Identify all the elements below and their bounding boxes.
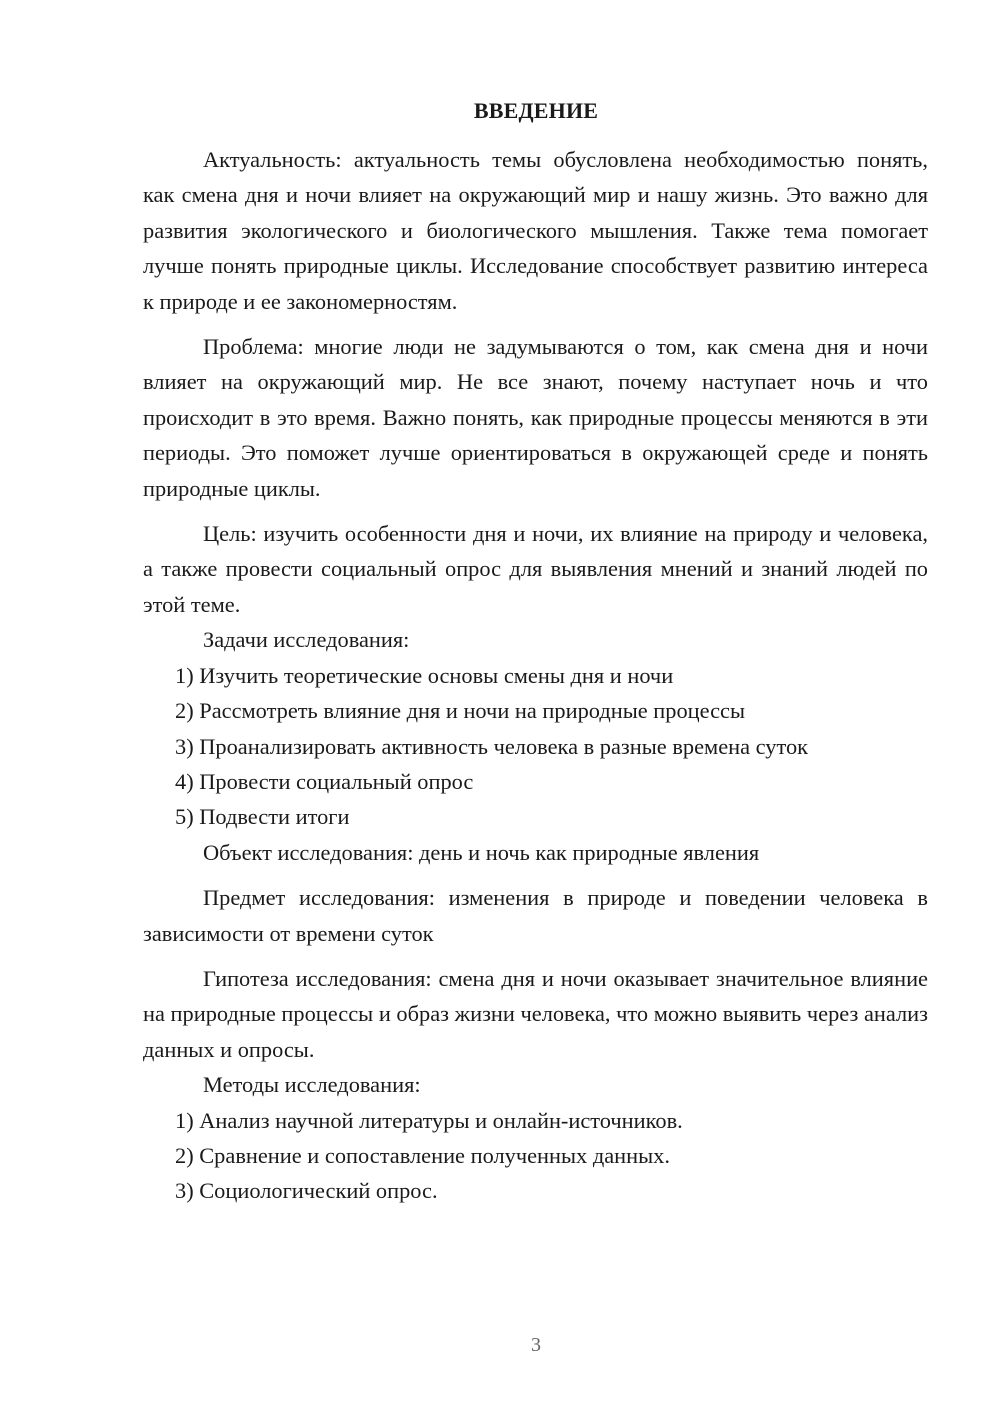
subject-paragraph: Предмет исследования: изменения в природе и поведении человека в зависимости от времени суток — [143, 885, 928, 946]
task-item: 3) Проанализировать активность человека в разные времена суток — [175, 733, 809, 759]
task-item: 1) Изучить теоретические основы смены дня и ночи — [175, 662, 674, 688]
task-item: 5) Подвести итоги — [175, 804, 350, 830]
task-item: 4) Провести социальный опрос — [175, 768, 474, 794]
tasks-heading: Задачи исследования: — [203, 627, 410, 653]
task-item: 2) Рассмотреть влияние дня и ночи на природные процессы — [175, 698, 746, 724]
hypothesis-paragraph: Гипотеза исследования: смена дня и ночи оказывает значительное влияние на природные процессы и образ жизни человека, что можно выявить через анализ данных и опросы. — [143, 965, 928, 1062]
relevance-paragraph: Актуальность: актуальность темы обусловлена необходимостью понять, как смена дня и ночи влияет на окружающий мир и нашу жизнь. Это важно для развития экологического и биологического мышления. Также тема помогает лучше понять природные циклы. Исследование способствует развитию интереса к природе и ее закономерностям. — [143, 147, 928, 314]
problem-paragraph: Проблема: многие люди не задумываются о том, как смена дня и ночи влияет на окружающий мир. Не все знают, почему наступает ночь и что происходит в это время. Важно понять, как природные процессы меняются в эти периоды. Это поможет лучше ориентироваться в окружающей среде и понять природные циклы. — [143, 334, 928, 501]
method-item: 2) Сравнение и сопоставление полученных данных. — [175, 1142, 670, 1168]
page-number: 3 — [531, 1334, 541, 1356]
method-item: 3) Социологический опрос. — [175, 1178, 438, 1204]
methods-heading: Методы исследования: — [203, 1072, 421, 1098]
object-paragraph: Объект исследования: день и ночь как природные явления — [203, 839, 760, 865]
method-item: 1) Анализ научной литературы и онлайн-источников. — [175, 1107, 683, 1133]
page-title: ВВЕДЕНИЕ — [473, 98, 599, 123]
goal-paragraph: Цель: изучить особенности дня и ночи, их влияние на природу и человека, а также провести социальный опрос для выявления мнений и знаний людей по этой теме. — [143, 521, 928, 617]
document-body — [143, 142, 928, 1209]
